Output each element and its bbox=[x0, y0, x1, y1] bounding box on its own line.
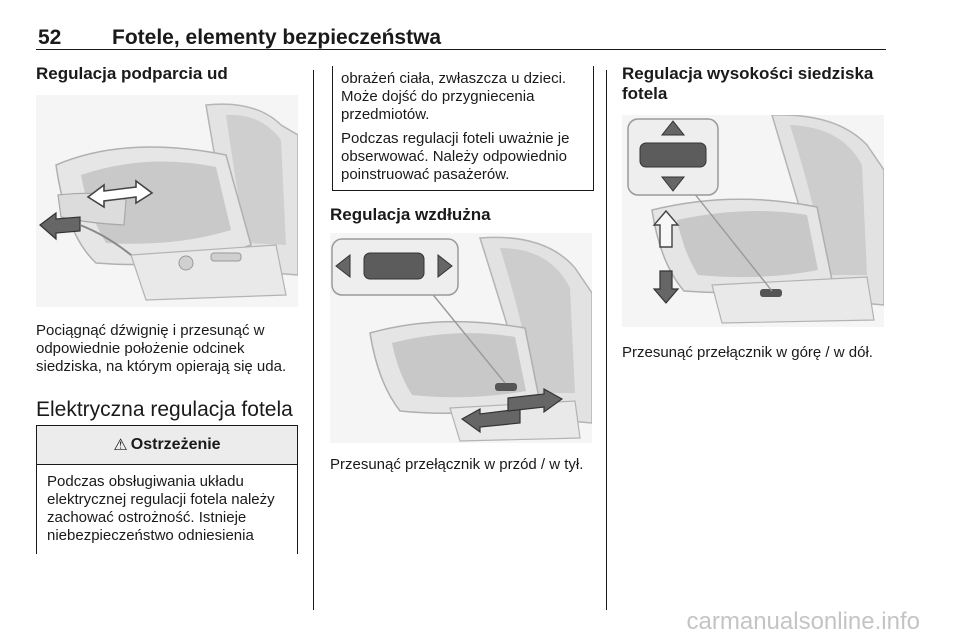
warning-continued-text-1: obrażeń ciała, zwłaszcza u dzieci. Może dojść do przygniecenia przedmiotów. bbox=[341, 70, 567, 123]
thigh-support-illustration bbox=[36, 95, 298, 307]
height-adjustment-caption: Przesunąć przełącznik w górę / w dół. bbox=[622, 344, 873, 361]
thigh-support-caption: Pociągnąć dźwignię i przesunąć w odpowiednie położenie odcinek siedziska, na którym opierają się uda. bbox=[36, 322, 287, 375]
warning-box-continued bbox=[332, 66, 594, 191]
header-divider bbox=[36, 49, 886, 50]
warning-header bbox=[37, 426, 297, 465]
page-number: 52 bbox=[38, 26, 62, 49]
longitudinal-adjustment-heading: Regulacja wzdłużna bbox=[330, 205, 491, 224]
longitudinal-adjustment-illustration bbox=[330, 233, 592, 443]
watermark: carmanualsonline.info bbox=[686, 608, 920, 635]
chapter-title: Fotele, elementy bezpieczeństwa bbox=[112, 26, 442, 49]
warning-triangle-icon: ⚠ bbox=[113, 437, 128, 454]
warning-title: Ostrzeżenie bbox=[130, 436, 221, 453]
warning-text: Podczas obsługiwania układu elektrycznej regulacji fotela należy zachować ostrożność. Istnieje niebezpieczeństwo odniesienia bbox=[47, 473, 275, 544]
longitudinal-adjustment-caption: Przesunąć przełącznik w przód / w tył. bbox=[330, 456, 584, 473]
height-adjustment-heading: Regulacja wysokości siedziska fotela bbox=[622, 64, 874, 103]
column-divider-1 bbox=[313, 70, 314, 610]
height-adjustment-illustration bbox=[622, 115, 884, 327]
warning-continued-text-2: Podczas regulacji foteli uważnie je obserwować. Należy odpowiednio poinstruować pasażerów. bbox=[341, 130, 570, 183]
warning-box bbox=[36, 425, 298, 554]
thigh-support-heading: Regulacja podparcia ud bbox=[36, 64, 228, 83]
electric-adjustment-heading: Elektryczna regulacja fotela bbox=[36, 398, 293, 421]
column-divider-2 bbox=[606, 70, 607, 610]
